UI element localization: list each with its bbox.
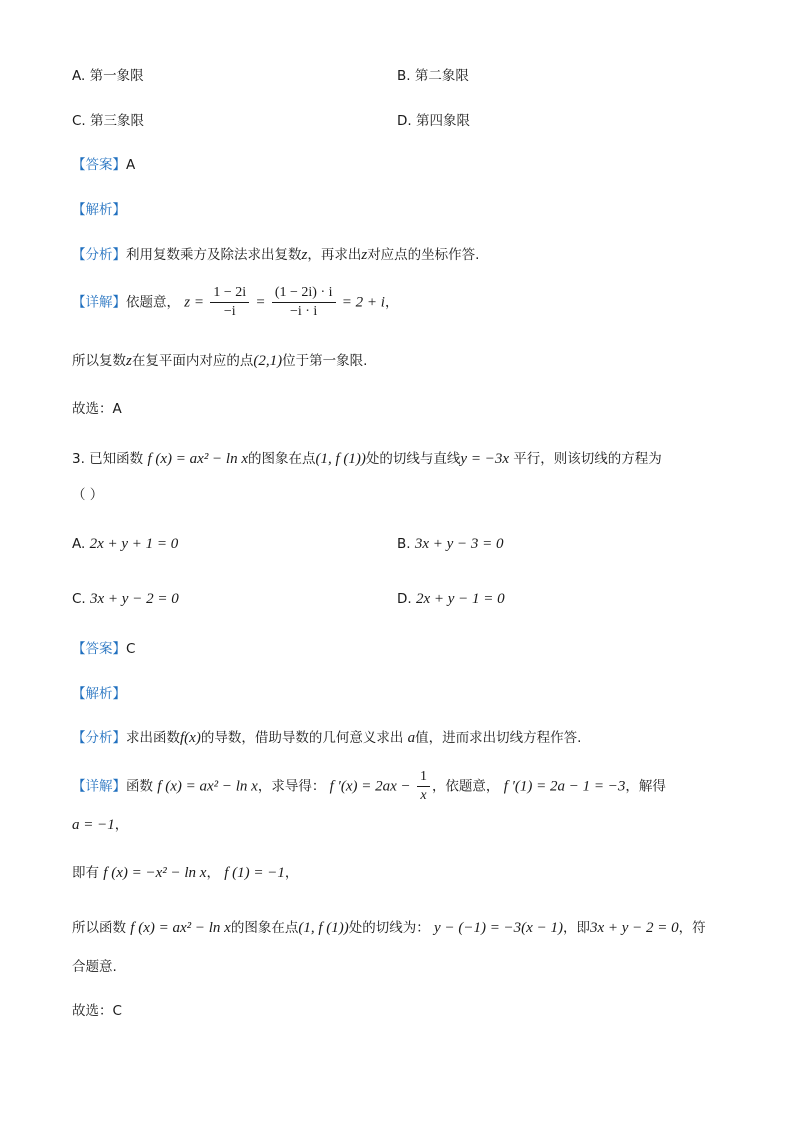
q3-stem-text: 3. 已知函数 [72,451,144,467]
q3-option-c-text: 3x + y − 2 = 0 [90,591,179,607]
q3-option-d-label: D. [397,591,412,607]
q3-detail-line [72,768,666,805]
fenxi-text-3: 对应点的坐标作答. [367,247,480,263]
option-a: A. 第一象限 [72,68,144,84]
q3-result: 3x + y − 2 = 0 [589,920,679,936]
fraction-1 [210,284,249,321]
q3-analysis-label: 【解析】 [72,686,126,702]
option-c: C. 第三象限 [72,113,145,129]
q3-analysis-title [72,685,126,703]
conclusion-line [72,352,367,370]
q3-answer-value: C [126,641,136,657]
z-eq: z = [184,294,205,311]
q3-detail-text: 函数 [126,778,153,795]
q3-paren: （ ） [72,487,104,503]
q3-stem-text-4: 平行，则该切线的方程为 [513,451,662,467]
q3-conclusion [72,919,706,937]
fraction-2-den: −i · i [289,304,318,319]
detail-tail: ， [384,294,399,311]
q3-stem-text-3: 处的切线与直线 [365,451,461,467]
conclusion-text-2: 在复平面内对应的点 [131,353,254,369]
q3-line2-val: f (1) = −1 [224,865,285,881]
option-b: B. 第二象限 [397,68,469,84]
q3-fraction-den: x [420,788,427,803]
q3-option-b-label: B. [397,536,411,552]
analysis-label: 【解析】 [72,202,126,218]
q3-select-line: 故选：C [72,1003,122,1019]
conclusion-text-3: 位于第一象限. [282,353,368,369]
fenxi-line [72,246,479,264]
option-d: D. 第四象限 [397,113,470,129]
answer-line [72,156,135,174]
q3-conclusion-text: 所以函数 [72,920,126,936]
q3-option-c-label: C. [72,591,86,607]
fraction-2 [272,284,336,321]
q3-conclusion-text-2: 的图象在点 [230,920,299,936]
q3-point: (1, f (1)) [315,451,366,467]
conclusion-text: 所以复数 [72,353,126,369]
q3-detail-label: 【详解】 [72,778,126,795]
q3-option-a-text: 2x + y + 1 = 0 [89,536,179,552]
q3-option-a [72,535,178,553]
q3-conclusion-text-4: ，即 [562,920,590,936]
q3-option-b-text: 3x + y − 3 = 0 [414,536,504,552]
var-z: z [301,247,308,263]
q3-tangent: y − (−1) = −3(x − 1) [434,920,563,936]
q3-stem [72,450,662,468]
q3-a-val-line [72,816,128,834]
fenxi-label: 【分析】 [72,247,126,263]
q3-line2-func: f (x) = −x² − ln x [103,865,207,881]
q3-detail-func: f (x) = ax² − ln x [157,778,258,795]
q3-fenxi-text-2: 的导数，借助导数的几何意义求出 [200,730,404,746]
q3-func: f (x) = ax² − ln x [147,451,249,467]
select-line: 故选：A [72,401,122,417]
q3-a-val: a = −1 [72,817,115,833]
q3-option-d-text: 2x + y − 1 = 0 [415,591,505,607]
fraction-1-num: 1 − 2i [210,284,249,303]
q3-detail-text-4: ，解得 [625,778,666,795]
q3-a-val-tail: ， [114,817,129,833]
fraction-2-num: (1 − 2i) · i [272,284,336,303]
q3-line2-text: 即有 [72,865,99,881]
detail-line [72,284,398,321]
q3-fenxi-label: 【分析】 [72,730,126,746]
q3-conclusion-line2: 合题意. [72,959,117,975]
fraction-1-den: −i [223,304,236,319]
q3-option-b [397,535,504,553]
var-z-2: z [361,247,368,263]
q3-line2-comma: ， [206,865,220,881]
q3-answer-line [72,640,135,658]
q3-option-d [397,590,505,608]
detail-text: 依题意， [126,294,180,311]
q3-fenxi-var: a [407,730,416,746]
analysis-title [72,201,126,219]
q3-line: y = −3x [460,451,509,467]
q3-deriv-left: f ′(x) = 2ax − [329,778,411,795]
eq-sign: = [255,294,266,311]
q3-option-a-label: A. [72,536,86,552]
answer-label: 【答案】 [72,157,126,173]
q3-option-c [72,590,179,608]
q3-conclusion-func: f (x) = ax² − ln x [130,920,231,936]
q3-fenxi-text-3: 值，进而求出切线方程作答. [415,730,582,746]
fenxi-text: 利用复数乘方及除法求出复数 [126,247,302,263]
q3-fenxi-func: f(x) [180,730,201,746]
q3-conclusion-point: (1, f (1)) [298,920,349,936]
q3-line2-tail: ， [284,865,299,881]
q3-stem-text-2: 的图象在点 [248,451,316,467]
q3-detail-text-3: ，依题意， [431,778,500,795]
q3-conclusion-text-3: 处的切线为： [348,920,430,936]
q3-conclusion-text-5: ，符 [678,920,706,936]
q3-deriv-val: f ′(1) = 2a − 1 = −3 [503,778,626,795]
q3-fraction [417,768,430,805]
answer-value: A [126,157,136,173]
q3-fenxi-text: 求出函数 [126,730,180,746]
point: (2,1) [253,353,283,369]
fenxi-text-2: ，再求出 [307,247,362,263]
q3-fraction-num: 1 [417,768,430,787]
var-z-3: z [126,353,132,369]
q3-line2 [72,864,298,882]
q3-fenxi-line [72,729,581,747]
detail-result: = 2 + i [341,294,385,311]
detail-label: 【详解】 [72,294,126,311]
q3-detail-text-2: ，求导得： [257,778,326,795]
q3-answer-label: 【答案】 [72,641,126,657]
